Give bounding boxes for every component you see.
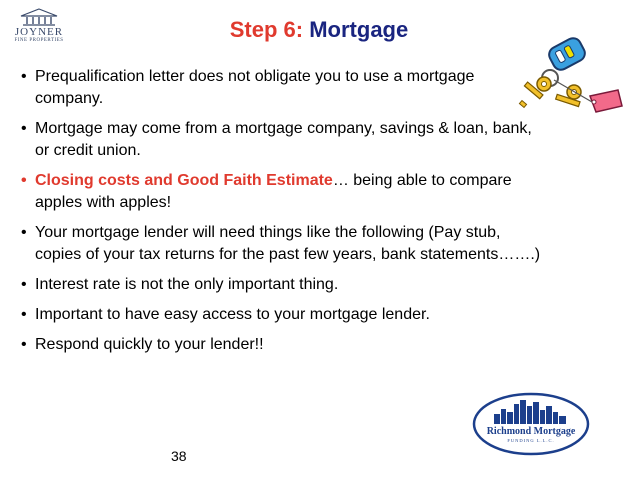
bullet-text: Your mortgage lender will need things like the following (Pay stub, copies of your tax returns for the past few years, bank statements…….) — [35, 224, 541, 263]
richmond-mortgage-logo — [472, 392, 590, 456]
bullet-marker: • — [21, 68, 27, 85]
bullet-text: … being able to compare apples with apples! — [35, 172, 512, 211]
bullet-text: Interest rate is not the only important thing. — [35, 276, 339, 293]
bullet-text: Important to have easy access to your mortgage lender. — [35, 306, 430, 323]
bullet-marker: • — [21, 336, 27, 353]
bullet-marker: • — [21, 172, 27, 189]
bullet-item — [21, 222, 546, 266]
page-number: 38 — [171, 448, 187, 464]
title-step: Step 6: — [229, 17, 304, 42]
bullet-item — [21, 66, 546, 110]
bullet-marker: • — [21, 276, 27, 293]
bullet-item — [21, 304, 546, 326]
bullet-marker: • — [21, 120, 27, 137]
bullet-marker: • — [21, 306, 27, 323]
richmond-logo-name: Richmond Mortgage — [486, 426, 576, 437]
bullet-highlight: Closing costs and Good Faith Estimate — [35, 172, 333, 189]
joyner-logo-tagline: FINE PROPERTIES — [14, 38, 64, 43]
bullet-text: Mortgage may come from a mortgage company, savings & loan, bank, or credit union. — [35, 120, 532, 159]
bullet-marker: • — [21, 224, 27, 241]
bullet-text: Prequalification letter does not obligate you to use a mortgage company. — [35, 68, 475, 107]
richmond-logo-tagline: FUNDING L.L.C. — [507, 438, 555, 443]
bullet-item — [21, 334, 546, 356]
bullet-item — [21, 170, 546, 214]
bullet-list — [21, 66, 546, 364]
joyner-logo-name: JOYNER — [14, 26, 64, 38]
bullet-item — [21, 274, 546, 296]
title-main: Mortgage — [309, 17, 409, 42]
bullet-text: Respond quickly to your lender!! — [35, 336, 264, 353]
bullet-item — [21, 118, 546, 162]
